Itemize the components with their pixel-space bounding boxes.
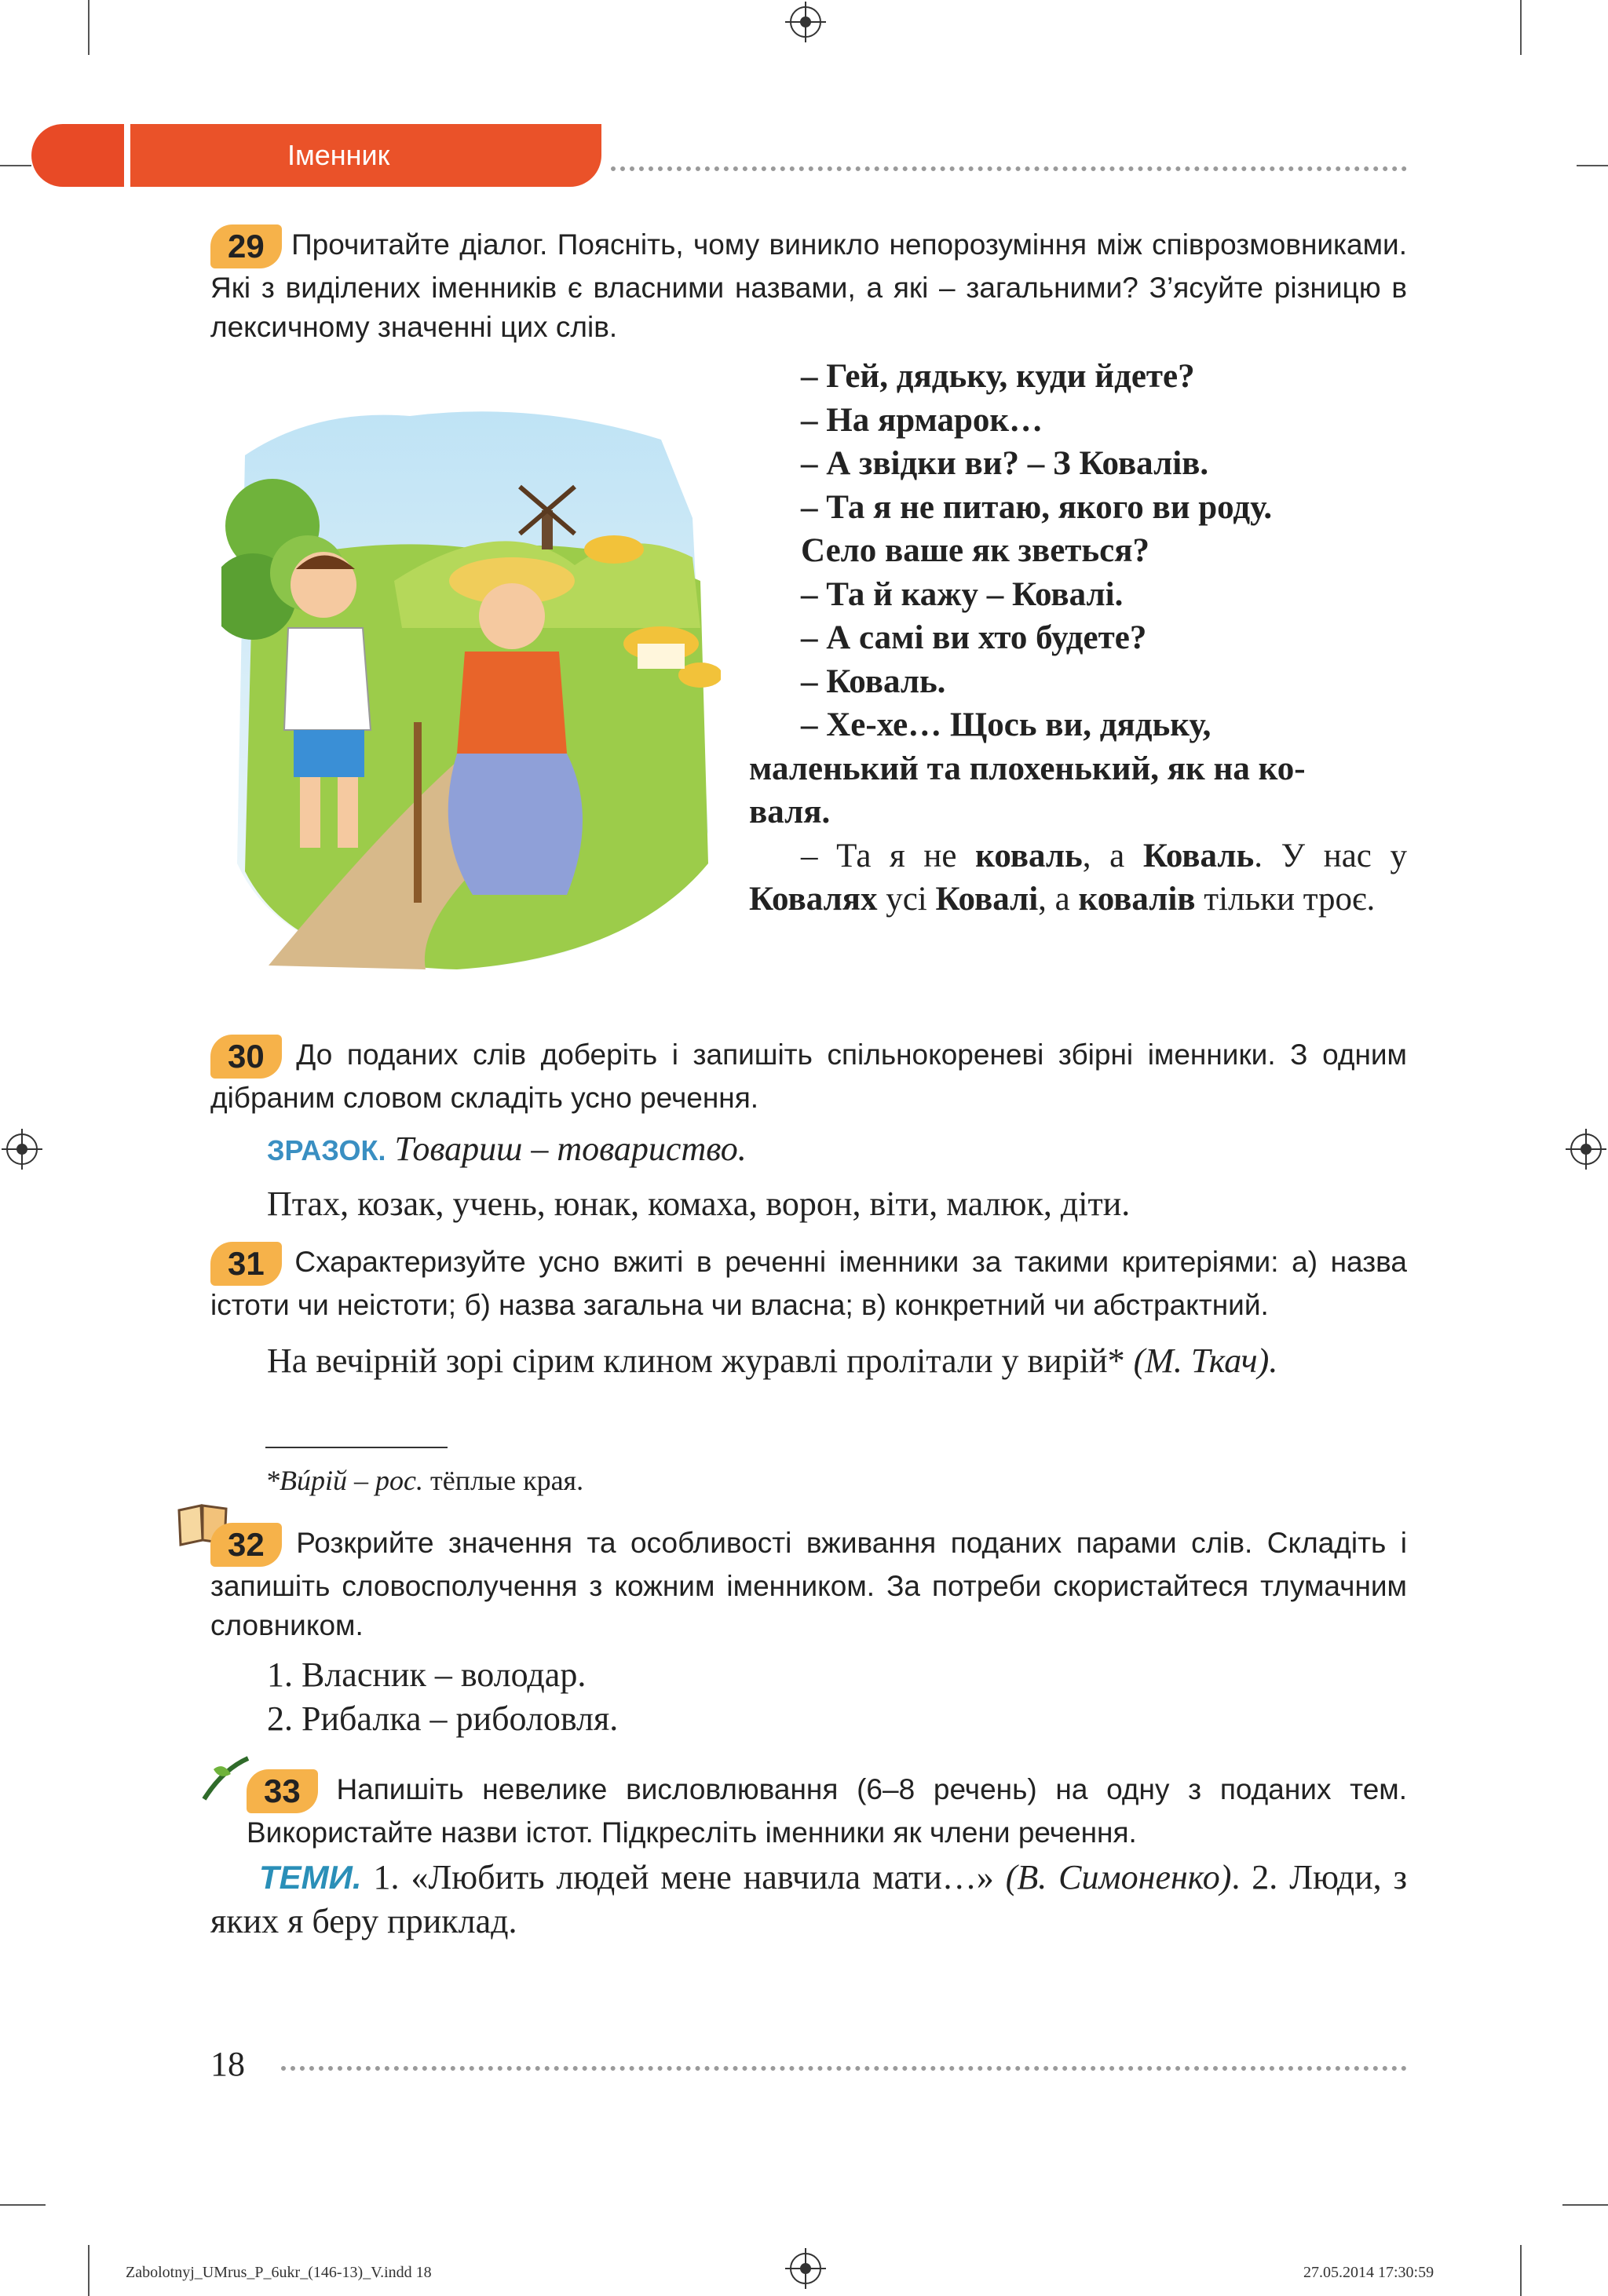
task-32 [210, 1523, 1407, 1645]
page-number: 18 [210, 2045, 245, 2083]
task-32-item: 1. Власник – володар. [267, 1655, 587, 1694]
dialogue-text: усі [877, 881, 936, 918]
section-title: Іменник [287, 139, 390, 171]
dialogue-line: валя. [749, 794, 831, 830]
dialogue-line: маленький та плохенький, як на ко- [749, 750, 1306, 787]
sample-text: Товариш – товариство. [394, 1130, 747, 1168]
task-30-sample [267, 1127, 1407, 1173]
dialogue-closing [749, 834, 1407, 922]
sentence-author: (М. Ткач). [1133, 1341, 1278, 1380]
dialogue-line: – Коваль. [801, 663, 946, 700]
crop-mark [88, 2245, 90, 2296]
footer-dotted-rule [281, 2066, 1407, 2071]
dialogue-line: – Хе-хе… Щось ви, дядьку, [801, 706, 1211, 743]
dialogue-line: – На ярмарок… [801, 401, 1043, 439]
highlighted-noun: ковалів [1078, 881, 1196, 918]
task-33 [247, 1769, 1407, 1852]
crop-mark [1520, 0, 1522, 55]
task-33-themes [210, 1856, 1407, 1944]
dialogue-line: – Та я не питаю, якого ви роду. [801, 488, 1273, 526]
theme-2: . 2. Люди, з яких я беру приклад. [210, 1858, 1408, 1940]
footnote [265, 1462, 583, 1499]
dialogue-line: – Та й кажу – Ковалі. [801, 575, 1124, 613]
dialogue-text: , а [1038, 881, 1079, 918]
task-31 [210, 1242, 1407, 1325]
task-number-badge: 31 [210, 1242, 282, 1286]
dialogue-text: . У нас у [1254, 837, 1407, 874]
task-instruction: До поданих слів доберіть і запишіть спільнокореневі збірні іменники. З одним дібраним словом складіть усно речення. [210, 1038, 1407, 1114]
crop-mark [1562, 2204, 1608, 2206]
header-accent [31, 124, 124, 187]
footnote-definition: тёплые края. [422, 1465, 584, 1496]
task-instruction: Прочитайте діалог. Поясніть, чому виникло непорозуміння між співрозмовниками. Які з виділених іменників є власними назвами, а які – загальними? З’ясуйте різницю в лексичному значенні цих слів. [210, 228, 1408, 343]
footnote-term: *Вúрій – рос. [265, 1465, 423, 1496]
print-file-slug: Zabolotnyj_UMrus_P_6ukr_(146-13)_V.indd 18 [126, 2264, 432, 2281]
task-30-words: Птах, козак, учень, юнак, комаха, ворон, віти, малюк, діти. [267, 1185, 1131, 1223]
theme-1: 1. «Любить людей мене навчила мати…» [361, 1858, 1006, 1896]
registration-mark-icon [6, 1133, 38, 1165]
task-number-badge: 33 [247, 1769, 318, 1813]
dialogue-line: Село ваше як зветься? [801, 532, 1149, 569]
task-number-badge: 30 [210, 1035, 282, 1079]
registration-mark-icon [1570, 1133, 1602, 1165]
task-number-badge: 29 [210, 224, 282, 268]
registration-mark-icon [790, 6, 821, 38]
footnote-rule [265, 1447, 448, 1448]
task-30 [210, 1035, 1407, 1118]
dialogue [749, 355, 1407, 922]
section-header [130, 124, 601, 187]
highlighted-noun: Ковалях [749, 881, 878, 918]
sample-label: ЗРАЗОК. [267, 1134, 386, 1166]
print-timestamp: 27.05.2014 17:30:59 [1303, 2264, 1434, 2281]
crop-mark [0, 165, 31, 166]
task-32-item: 2. Рибалка – риболовля. [267, 1699, 619, 1738]
dialogue-line: – А звідки ви? – З Ковалів. [801, 445, 1209, 482]
highlighted-noun: Ковалі [935, 881, 1039, 918]
highlighted-noun: Коваль [1142, 837, 1255, 874]
highlighted-noun: коваль [975, 837, 1083, 874]
crop-mark [1520, 2245, 1522, 2296]
crop-mark [0, 2204, 46, 2206]
dialogue-text: – Та я не [801, 837, 976, 874]
task-instruction: Напишіть невелике висловлювання (6–8 речень) на одну з поданих тем. Використайте назви істот. Підкресліть іменники як члени речення. [247, 1772, 1407, 1849]
crop-mark [1577, 165, 1608, 166]
task-31-sentence [210, 1339, 1407, 1383]
dialogue-text: тільки троє. [1195, 881, 1376, 918]
registration-mark-icon [790, 2253, 821, 2284]
dialogue-line: – А самі ви хто будете? [801, 619, 1147, 656]
task-29 [210, 224, 1407, 347]
village-illustration [221, 392, 721, 981]
dialogue-line: – Гей, дядьку, куди йдете? [801, 358, 1195, 395]
crop-mark [88, 0, 90, 55]
task-instruction: Схарактеризуйте усно вжиті в реченні іменники за такими критеріями: а) назва істоти чи неістоти; б) назва загальна чи власна; в) конкретний чи абстрактний. [210, 1245, 1408, 1321]
themes-label: ТЕМИ. [259, 1859, 362, 1896]
dialogue-text: , а [1082, 837, 1143, 874]
task-instruction: Розкрийте значення та особливості вживання поданих парами слів. Складіть і запишіть словосполучення з кожним іменником. За потреби скористайтеся тлумачним словником. [210, 1526, 1408, 1641]
task-number-badge: 32 [210, 1523, 282, 1567]
sentence-text: На вечірній зорі сірим клином журавлі пролітали у вирій* [267, 1341, 1125, 1380]
theme-1-author: (В. Симоненко) [1005, 1858, 1232, 1896]
header-dotted-rule [611, 166, 1407, 171]
